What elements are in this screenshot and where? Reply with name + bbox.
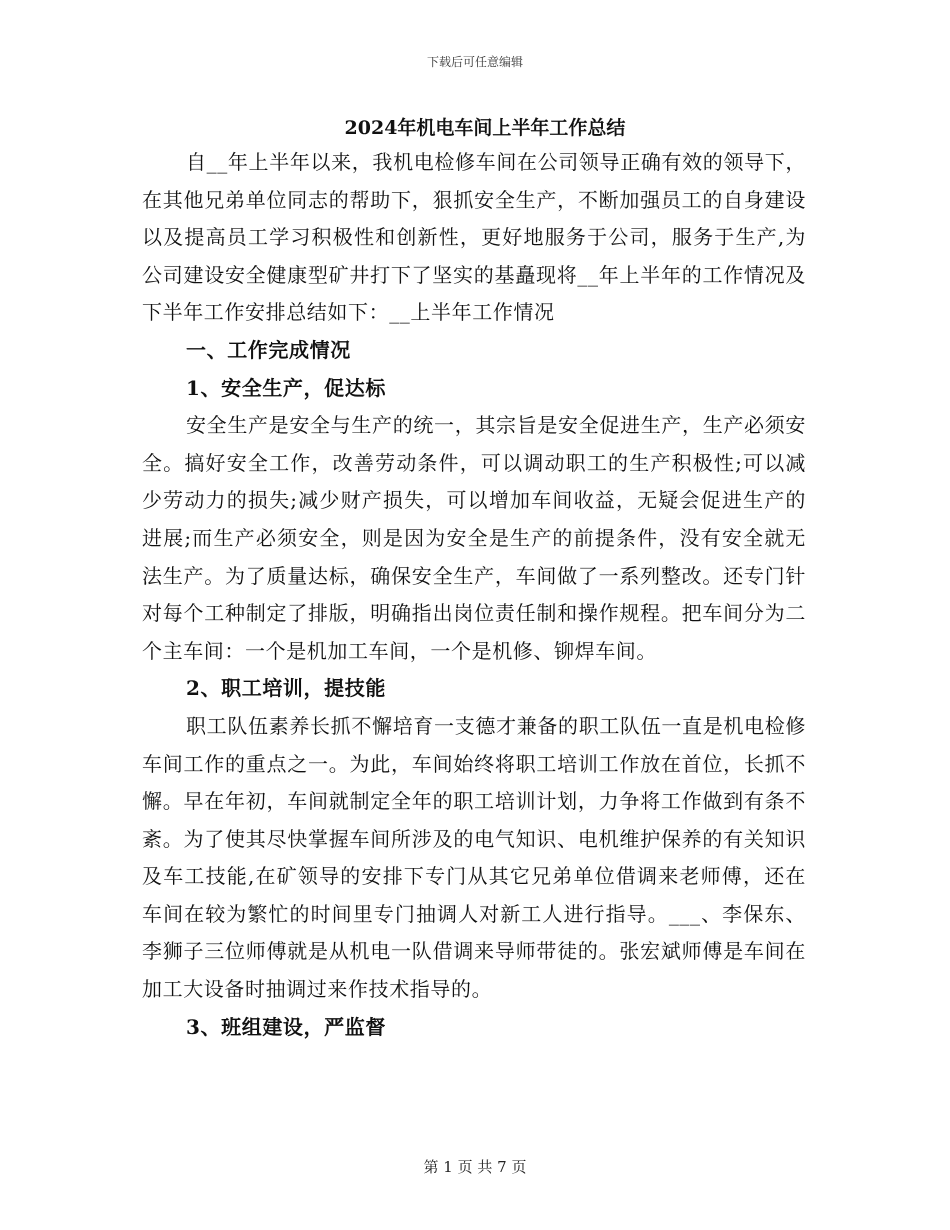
subheading-safety-production: 1、安全生产，促达标 — [186, 375, 386, 400]
intro-paragraph: 自__年上半年以来，我机电检修车间在公司领导正确有效的领导下，在其他兄弟单位同志的帮助下，狠抓安全生产，不断加强员工的自身建设以及提高员工学习积极性和创新性，更好地服务于公司，服务于生产,为公司建设安全健康型矿井打下了坚实的基矗现将__年上半年的工作情况及下半年工作安排总结如下：__上半年工作情况 — [142, 150, 806, 325]
subheading-team-building: 3、班组建设，严监督 — [186, 1014, 386, 1039]
staff-training-paragraph: 职工队伍素养长抓不懈培育一支德才兼备的职工队伍一直是机电检修车间工作的重点之一。为此，车间始终将职工培训工作放在首位，长抓不懈。早在年初，车间就制定全年的职工培训计划，力争将工作做到有条不紊。为了使其尽快掌握车间所涉及的电气知识、电机维护保养的有关知识及车工技能,在矿领导的安排下专门从其它兄弟单位借调来老师傅，还在车间在较为繁忙的时间里专门抽调人对新工人进行指导。___、李保东、李狮子三位师傅就是从机电一队借调来导师带徒的。张宏斌师傅是车间在加工大设备时抽调过来作技术指导的。 — [142, 713, 806, 1002]
page-header: 下载后可任意编辑 — [426, 55, 523, 69]
subheading-staff-training: 2、职工培训，提技能 — [186, 676, 386, 701]
section-heading-work-completion: 一、工作完成情况 — [186, 337, 351, 362]
document-title: 2024年机电车间上半年工作总结 — [344, 117, 626, 139]
safety-production-paragraph: 安全生产是安全与生产的统一，其宗旨是安全促进生产，生产必须安全。搞好安全工作，改善劳动条件，可以调动职工的生产积极性;可以减少劳动力的损失;减少财产损失，可以增加车间收益，无疑会促进生产的进展;而生产必须安全，则是因为安全是生产的前提条件，没有安全就无法生产。为了质量达标，确保安全生产，车间做了一系列整改。还专门针对每个工种制定了排版，明确指出岗位责任制和操作规程。把车间分为二个主车间：一个是机加工车间，一个是机修、铆焊车间。 — [142, 413, 807, 663]
page-number: 第 1 页 共 7 页 — [423, 1158, 527, 1176]
document-body — [142, 112, 806, 1046]
